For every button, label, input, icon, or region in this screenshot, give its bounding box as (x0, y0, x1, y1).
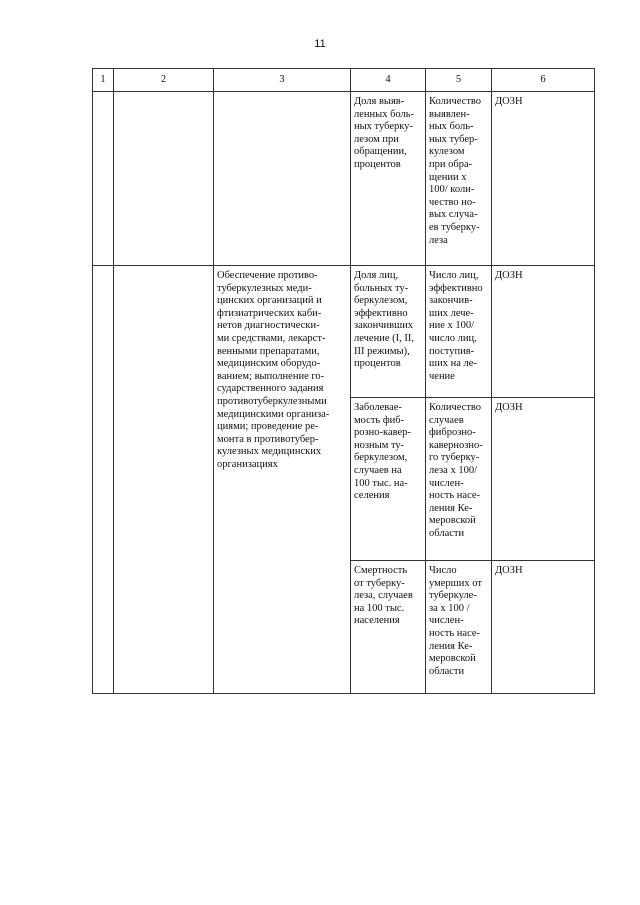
indicator-cell: Заболевае- мость фиб- розно-кавер- нозным ту- беркулезом, случаев на 100 тыс. на- селения (351, 398, 426, 561)
empty-cell (114, 266, 214, 694)
table-header-row (93, 69, 595, 92)
program-measures-table (92, 68, 595, 694)
column-header-4: 4 (351, 69, 426, 92)
formula-cell: Число умерших от туберкуле- за x 100 / числен- ность насе- ления Ке- меровской области (426, 561, 492, 694)
responsible-cell: ДОЗН (492, 398, 595, 561)
measure-cell: Обеспечение противо- туберкулезных меди- цинских организаций и фтизиатрических каби- нетов диагностически- ми средствами, лекарст- венными препаратами, медицинским оборудо- ванием; выполнение го- сударственного задания противотуберкулезными медицинскими организа- циями; проведение ре- монта в противотубер- кулезных медицинских организациях (214, 266, 351, 694)
responsible-cell: ДОЗН (492, 561, 595, 694)
column-header-6: 6 (492, 69, 595, 92)
table-row (93, 266, 595, 398)
formula-cell: Количество выявлен- ных боль- ных тубер- кулезом при обра- щении x 100/ коли- чество но- вых случа- ев туберку- леза (426, 92, 492, 266)
table-row (93, 92, 595, 266)
responsible-cell: ДОЗН (492, 92, 595, 266)
indicator-cell: Смертность от туберку- леза, случаев на 100 тыс. населения (351, 561, 426, 694)
column-header-5: 5 (426, 69, 492, 92)
indicator-cell: Доля лиц, больных ту- беркулезом, эффективно закончивших лечение (I, II, III режимы), процентов (351, 266, 426, 398)
empty-cell (93, 266, 114, 694)
formula-cell: Число лиц, эффективно закончив- ших лече- ние x 100/ число лиц, поступив- ших на ле- чение (426, 266, 492, 398)
empty-cell (214, 92, 351, 266)
column-header-3: 3 (214, 69, 351, 92)
page-number: 11 (314, 38, 326, 50)
empty-cell (114, 92, 214, 266)
column-header-1: 1 (93, 69, 114, 92)
column-header-2: 2 (114, 69, 214, 92)
empty-cell (93, 92, 114, 266)
responsible-cell: ДОЗН (492, 266, 595, 398)
indicator-cell: Доля выяв- ленных боль- ных туберку- лезом при обращении, процентов (351, 92, 426, 266)
formula-cell: Количество случаев фиброзно- кавернозно- го туберку- леза x 100/ числен- ность насе- ления Ке- меровской области (426, 398, 492, 561)
